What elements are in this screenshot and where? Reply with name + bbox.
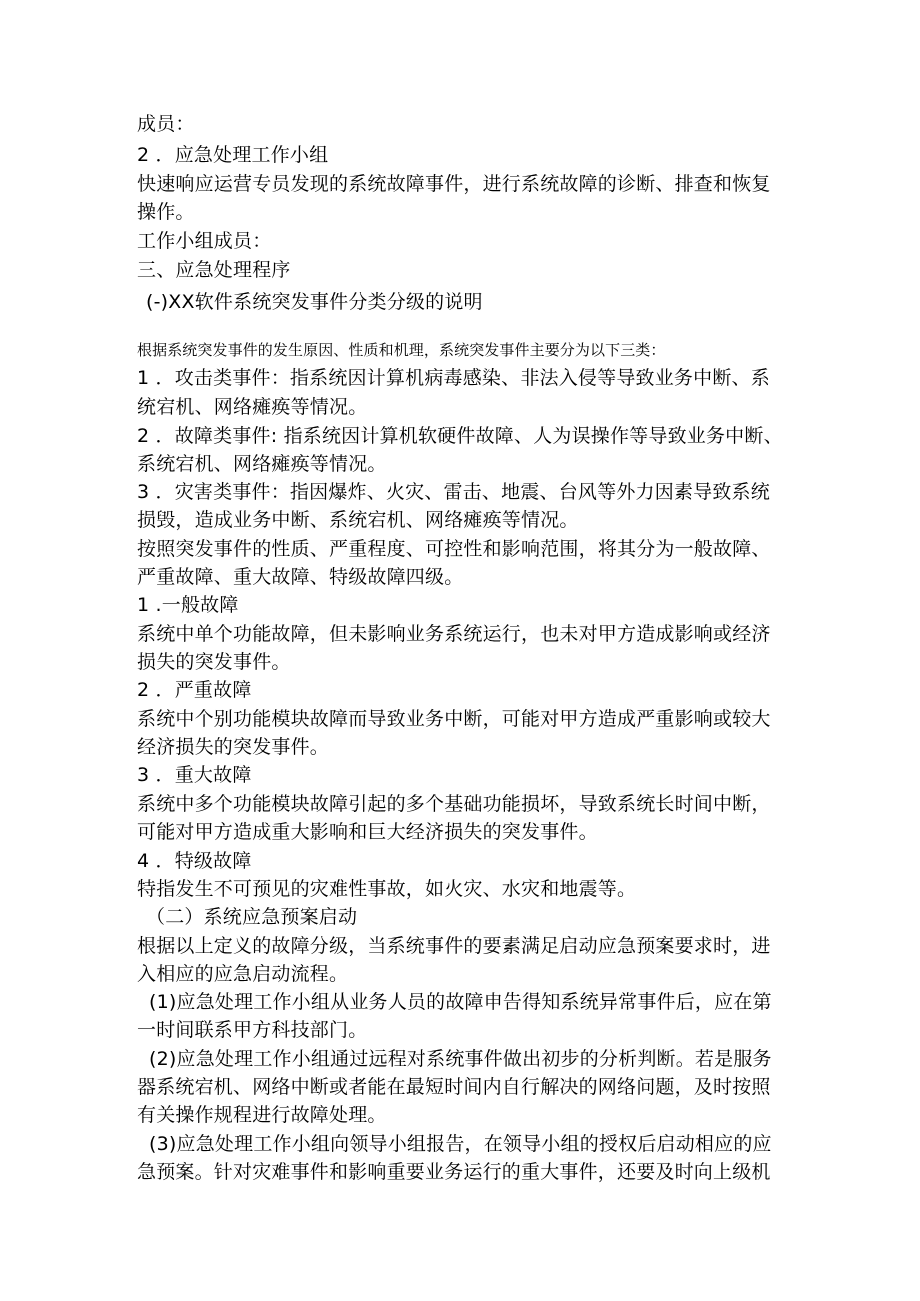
- list-item: 2 ．故障类事件: 指系统因计算机软硬件故障、人为误操作等导致业务中断、: [137, 425, 783, 447]
- text-line: 入相应的应急启动流程。: [137, 963, 349, 985]
- level-heading: 4 ．特级故障: [137, 850, 252, 872]
- text-line: 快速响应运营专员发现的系统故障事件，进行系统故障的诊断、排查和恢复: [137, 173, 771, 195]
- text-line: 经济损失的突发事件。: [137, 736, 330, 758]
- text-line: 系统中单个功能故障，但未影响业务系统运行，也未对甲方造成影响或经济: [137, 623, 771, 645]
- list-item: 3 ．灾害类事件：指因爆炸、火灾、雷击、地震、台风等外力因素导致系统: [137, 481, 770, 503]
- text-line: 成员：: [137, 113, 195, 135]
- text-line: 损失的突发事件。: [137, 651, 291, 673]
- text-line: 系统宕机、网络瘫痪等情况。: [137, 453, 387, 475]
- text-line: 系统中个别功能模块故障而导致业务中断，可能对甲方造成严重影响或较大: [137, 708, 771, 730]
- text-line: 特指发生不可预见的灾难性事故，如火灾、水灾和地震等。: [137, 878, 637, 900]
- level-heading: 1 .一般故障: [137, 594, 239, 616]
- text-line: 急预案。针对灾难事件和影响重要业务运行的重大事件，还要及时向上级机: [137, 1161, 771, 1183]
- text-line: 统宕机、网络瘫痪等情况。: [137, 396, 368, 418]
- level-heading: 3 ．重大故障: [137, 764, 252, 786]
- text-line: 系统中多个功能模块故障引起的多个基础功能损坏，导致系统长时间中断，: [137, 793, 771, 815]
- level-heading: 2 ．严重故障: [137, 679, 252, 701]
- subsection-heading: (-)XX软件系统突发事件分类分级的说明: [146, 291, 483, 313]
- text-line: 器系统宕机、网络中断或者能在最短时间内自行解决的网络问题，及时按照: [137, 1076, 771, 1098]
- step-item: (2)应急处理工作小组通过远程对系统事件做出初步的分析判断。若是服务: [149, 1048, 772, 1070]
- text-line: 可能对甲方造成重大影响和巨大经济损失的突发事件。: [137, 821, 598, 843]
- step-item: (1)应急处理工作小组从业务人员的故障申告得知系统异常事件后，应在第: [149, 991, 772, 1013]
- text-line: 根据系统突发事件的发生原因、性质和机理，系统突发事件主要分为以下三类：: [137, 341, 666, 359]
- section-heading: 2 ．应急处理工作小组: [137, 144, 329, 166]
- text-line: 工作小组成员：: [137, 230, 272, 252]
- section-heading: 三、应急处理程序: [137, 259, 291, 281]
- text-line: 严重故障、重大故障、特级故障四级。: [137, 566, 464, 588]
- text-line: 损毁，造成业务中断、系统宕机、网络瘫痪等情况。: [137, 509, 579, 531]
- text-line: 操作。: [137, 201, 195, 223]
- subsection-heading: （二）系统应急预案启动: [146, 906, 358, 928]
- text-line: 有关操作规程进行故障处理。: [137, 1104, 387, 1126]
- list-item: 1 ．攻击类事件：指系统因计算机病毒感染、非法入侵等导致业务中断、系: [137, 367, 770, 389]
- text-line: 根据以上定义的故障分级，当系统事件的要素满足启动应急预案要求时，进: [137, 935, 771, 957]
- step-item: (3)应急处理工作小组向领导小组报告，在领导小组的授权后启动相应的应: [149, 1133, 772, 1155]
- text-line: 一时间联系甲方科技部门。: [137, 1019, 368, 1041]
- text-line: 按照突发事件的性质、严重程度、可控性和影响范围，将其分为一般故障、: [137, 538, 771, 560]
